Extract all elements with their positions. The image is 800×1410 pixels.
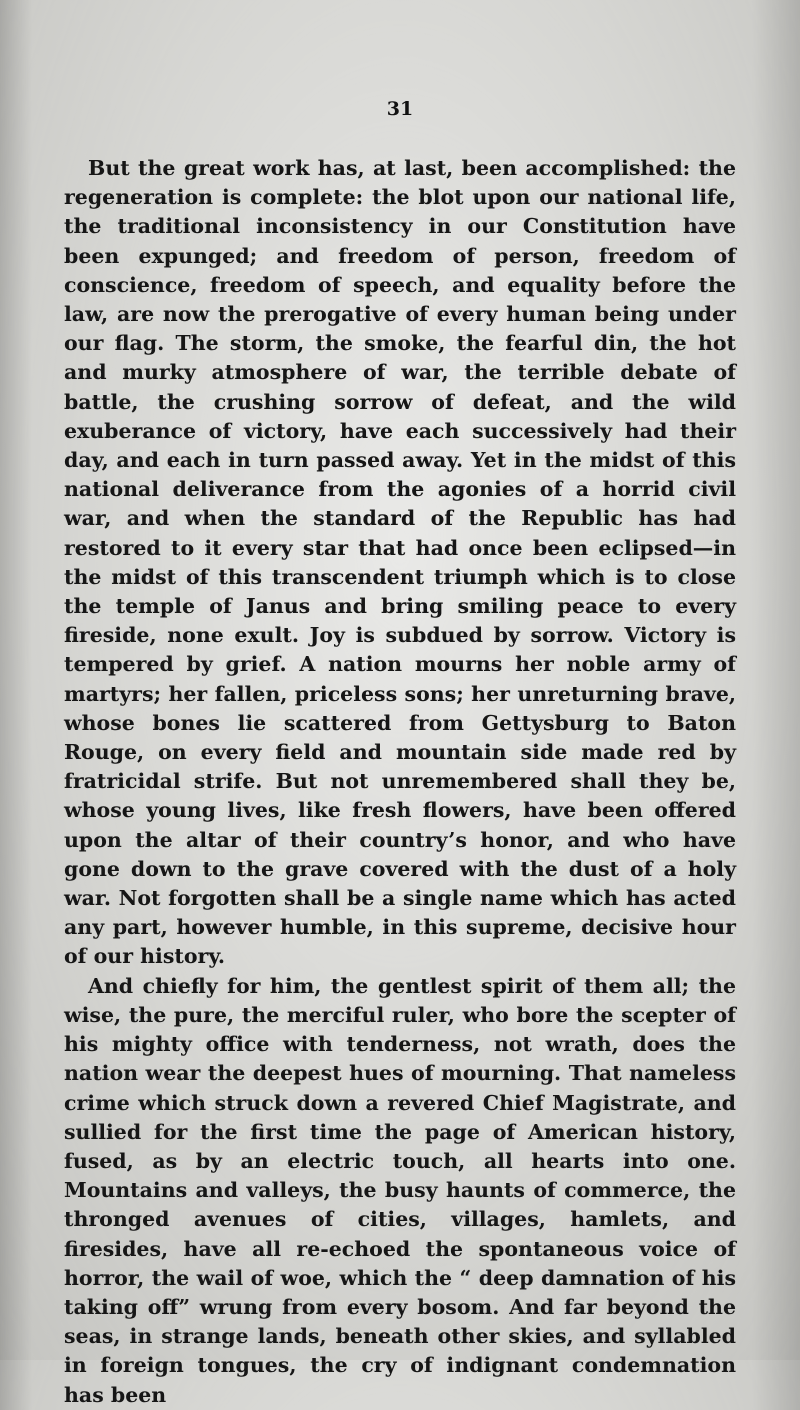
paragraph-2: And chiefly for him, the gentlest spirit of them all; the wise, the pure, the merciful ruler, who bore the scepter of his mighty office with tenderness, not wrath, does the nation wear the deepest hues of mourning. That nameless crime which struck down a revered Chief Magistrate, and sullied for the first time the page of American history, fused, as by an electric touch, all hearts into one. Mountains and valleys, the busy haunts of commerce, the thronged avenues of cities, villages, hamlets, and firesides, have all re-echoed the spontaneous voice of horror, the wail of woe, which the “ deep damnation of his taking off” wrung from every bosom. And far beyond the seas, in strange lands, beneath other skies, and syllabled in foreign tongues, the cry of indignant condemnation has been xyxy=(64,973,736,1407)
page-number: 31 xyxy=(386,98,414,120)
paragraph-1: But the great work has, at last, been accomplished: the regeneration is complete: the blot upon our national life, the traditional inconsistency in our Constitution have been expunged; and freedom of person, freedom of conscience, freedom of speech, and equality before the law, are now the prerogative of every human being under our flag. The storm, the smoke, the fearful din, the hot and murky atmosphere of war, the terrible debate of battle, the crushing sorrow of defeat, and the wild exuberance of victory, have each successively had their day, and each in turn passed away. Yet in the midst of this national deliverance from the agonies of a horrid civil war, and when the standard of the Republic has had restored to it every star that had once been eclipsed—in the midst of this transcendent triumph which is to close the temple of Janus and bring smiling peace to every fireside, none exult. Joy is subdued by sorrow. Victory is tempered by grief. A nation mourns her noble army of martyrs; her fallen, priceless sons; her unreturning brave, whose bones lie scattered from Gettysburg to Baton Rouge, on every field and mountain side made red by fratricidal strife. But not unremembered shall they be, whose young lives, like fresh flowers, have been offered upon the altar of their country’s honor, and who have gone down to the grave covered with the dust of a holy war. Not forgotten shall be a single name which has acted any part, however humble, in this supreme, decisive hour of our history. xyxy=(64,156,736,969)
body-text xyxy=(64,154,736,1410)
